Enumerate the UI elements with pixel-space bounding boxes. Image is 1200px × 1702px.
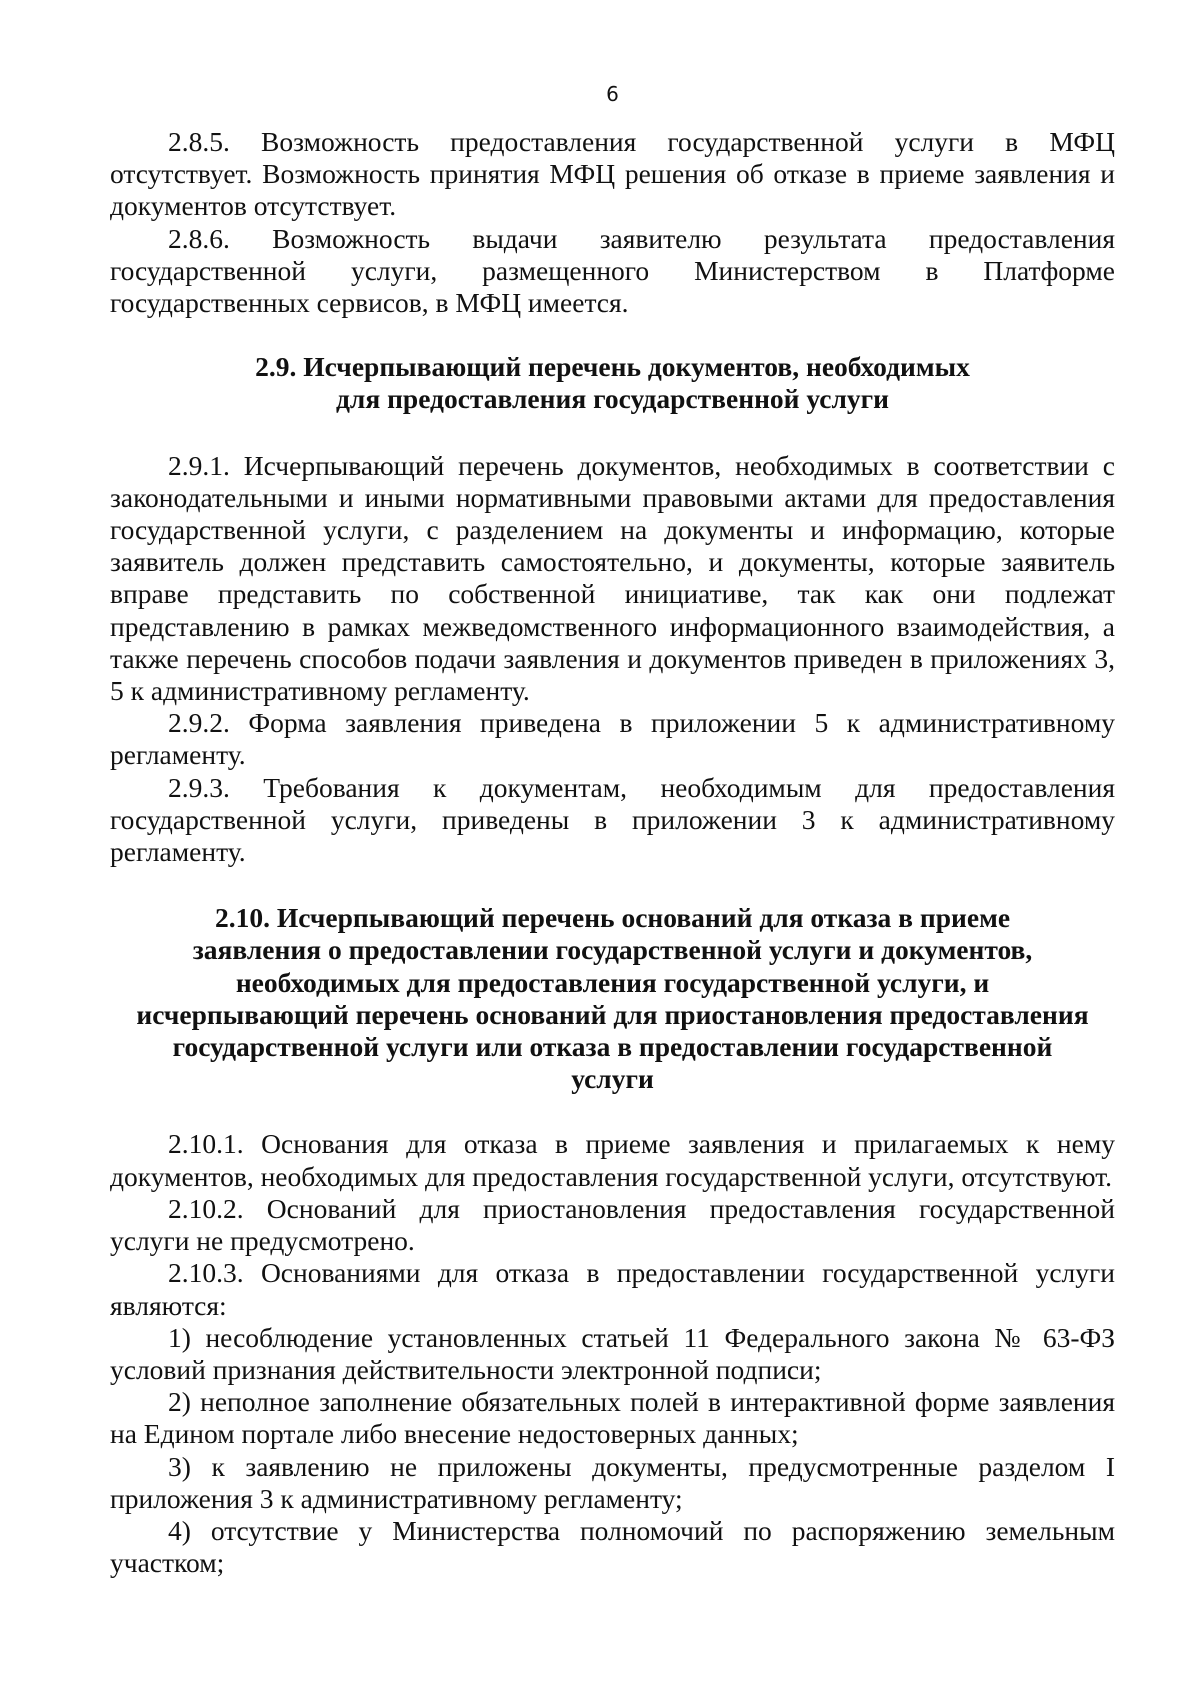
- heading-line: 2.9. Исчерпывающий перечень документов, необходимых: [255, 351, 970, 383]
- page-number: 6: [606, 82, 619, 106]
- heading-line: исчерпывающий перечень оснований для приостановления предоставления: [136, 998, 1089, 1030]
- heading-line: необходимых для предоставления государственной услуги, и: [235, 966, 990, 998]
- document-body: [110, 126, 1115, 1579]
- section-heading-2-9: [110, 351, 1115, 415]
- list-item-2: 2) неполное заполнение обязательных полей в интерактивной форме заявления на Едином портале либо внесение недостоверных данных;: [110, 1386, 1115, 1450]
- list-item-1: 1) несоблюдение установленных статьей 11 Федерального закона № 63-ФЗ условий признания действительности электронной подписи;: [110, 1321, 1115, 1385]
- heading-line: для предоставления государственной услуги: [335, 383, 890, 415]
- paragraph-2-10-2: 2.10.2. Оснований для приостановления предоставления государственной услуги не предусмотрено.: [110, 1192, 1115, 1257]
- heading-line: 2.10. Исчерпывающий перечень оснований для отказа в приеме: [214, 902, 1011, 934]
- paragraph-2-8-6: 2.8.6. Возможность выдачи заявителю результата предоставления государственной услуги, размещенного Министерством в Платформе государственных сервисов, в МФЦ имеется.: [110, 222, 1115, 319]
- paragraph-2-10-3: 2.10.3. Основаниями для отказа в предоставлении государственной услуги являются:: [110, 1257, 1115, 1321]
- heading-line: услуги: [571, 1063, 654, 1095]
- paragraph-2-9-3: 2.9.3. Требования к документам, необходимым для предоставления государственной услуги, приведены в приложении 3 к административному регламенту.: [110, 771, 1115, 868]
- section-heading-2-10: [110, 902, 1115, 1095]
- list-item-4: 4) отсутствие у Министерства полномочий по распоряжению земельным участком;: [110, 1514, 1115, 1579]
- paragraph-2-9-2: 2.9.2. Форма заявления приведена в приложении 5 к административному регламенту.: [110, 707, 1115, 771]
- list-item-3: 3) к заявлению не приложены документы, предусмотренные разделом I приложения 3 к административному регламенту;: [110, 1450, 1115, 1514]
- paragraph-2-8-5: 2.8.5. Возможность предоставления государственной услуги в МФЦ отсутствует. Возможность принятия МФЦ решения об отказе в приеме заявления и документов отсутствует.: [110, 126, 1115, 222]
- paragraph-2-10-1: 2.10.1. Основания для отказа в приеме заявления и прилагаемых к нему документов, необходимых для предоставления государственной услуги, отсутствуют.: [110, 1128, 1115, 1192]
- heading-line: заявления о предоставлении государственной услуги и документов,: [192, 934, 1033, 966]
- paragraph-2-9-1: 2.9.1. Исчерпывающий перечень документов, необходимых в соответствии с законодательными и иными нормативными правовыми актами для предоставления государственной услуги, с разделением на документы и информацию, которые заявитель должен представить самостоятельно, и документы, которые заявитель вправе представить по собственной инициативе, так как они подлежат представлению в рамках межведомственного информационного взаимодействия, а также перечень способов подачи заявления и документов приведен в приложениях 3, 5 к административному регламенту.: [110, 449, 1115, 707]
- heading-line: государственной услуги или отказа в предоставлении государственной: [172, 1031, 1053, 1063]
